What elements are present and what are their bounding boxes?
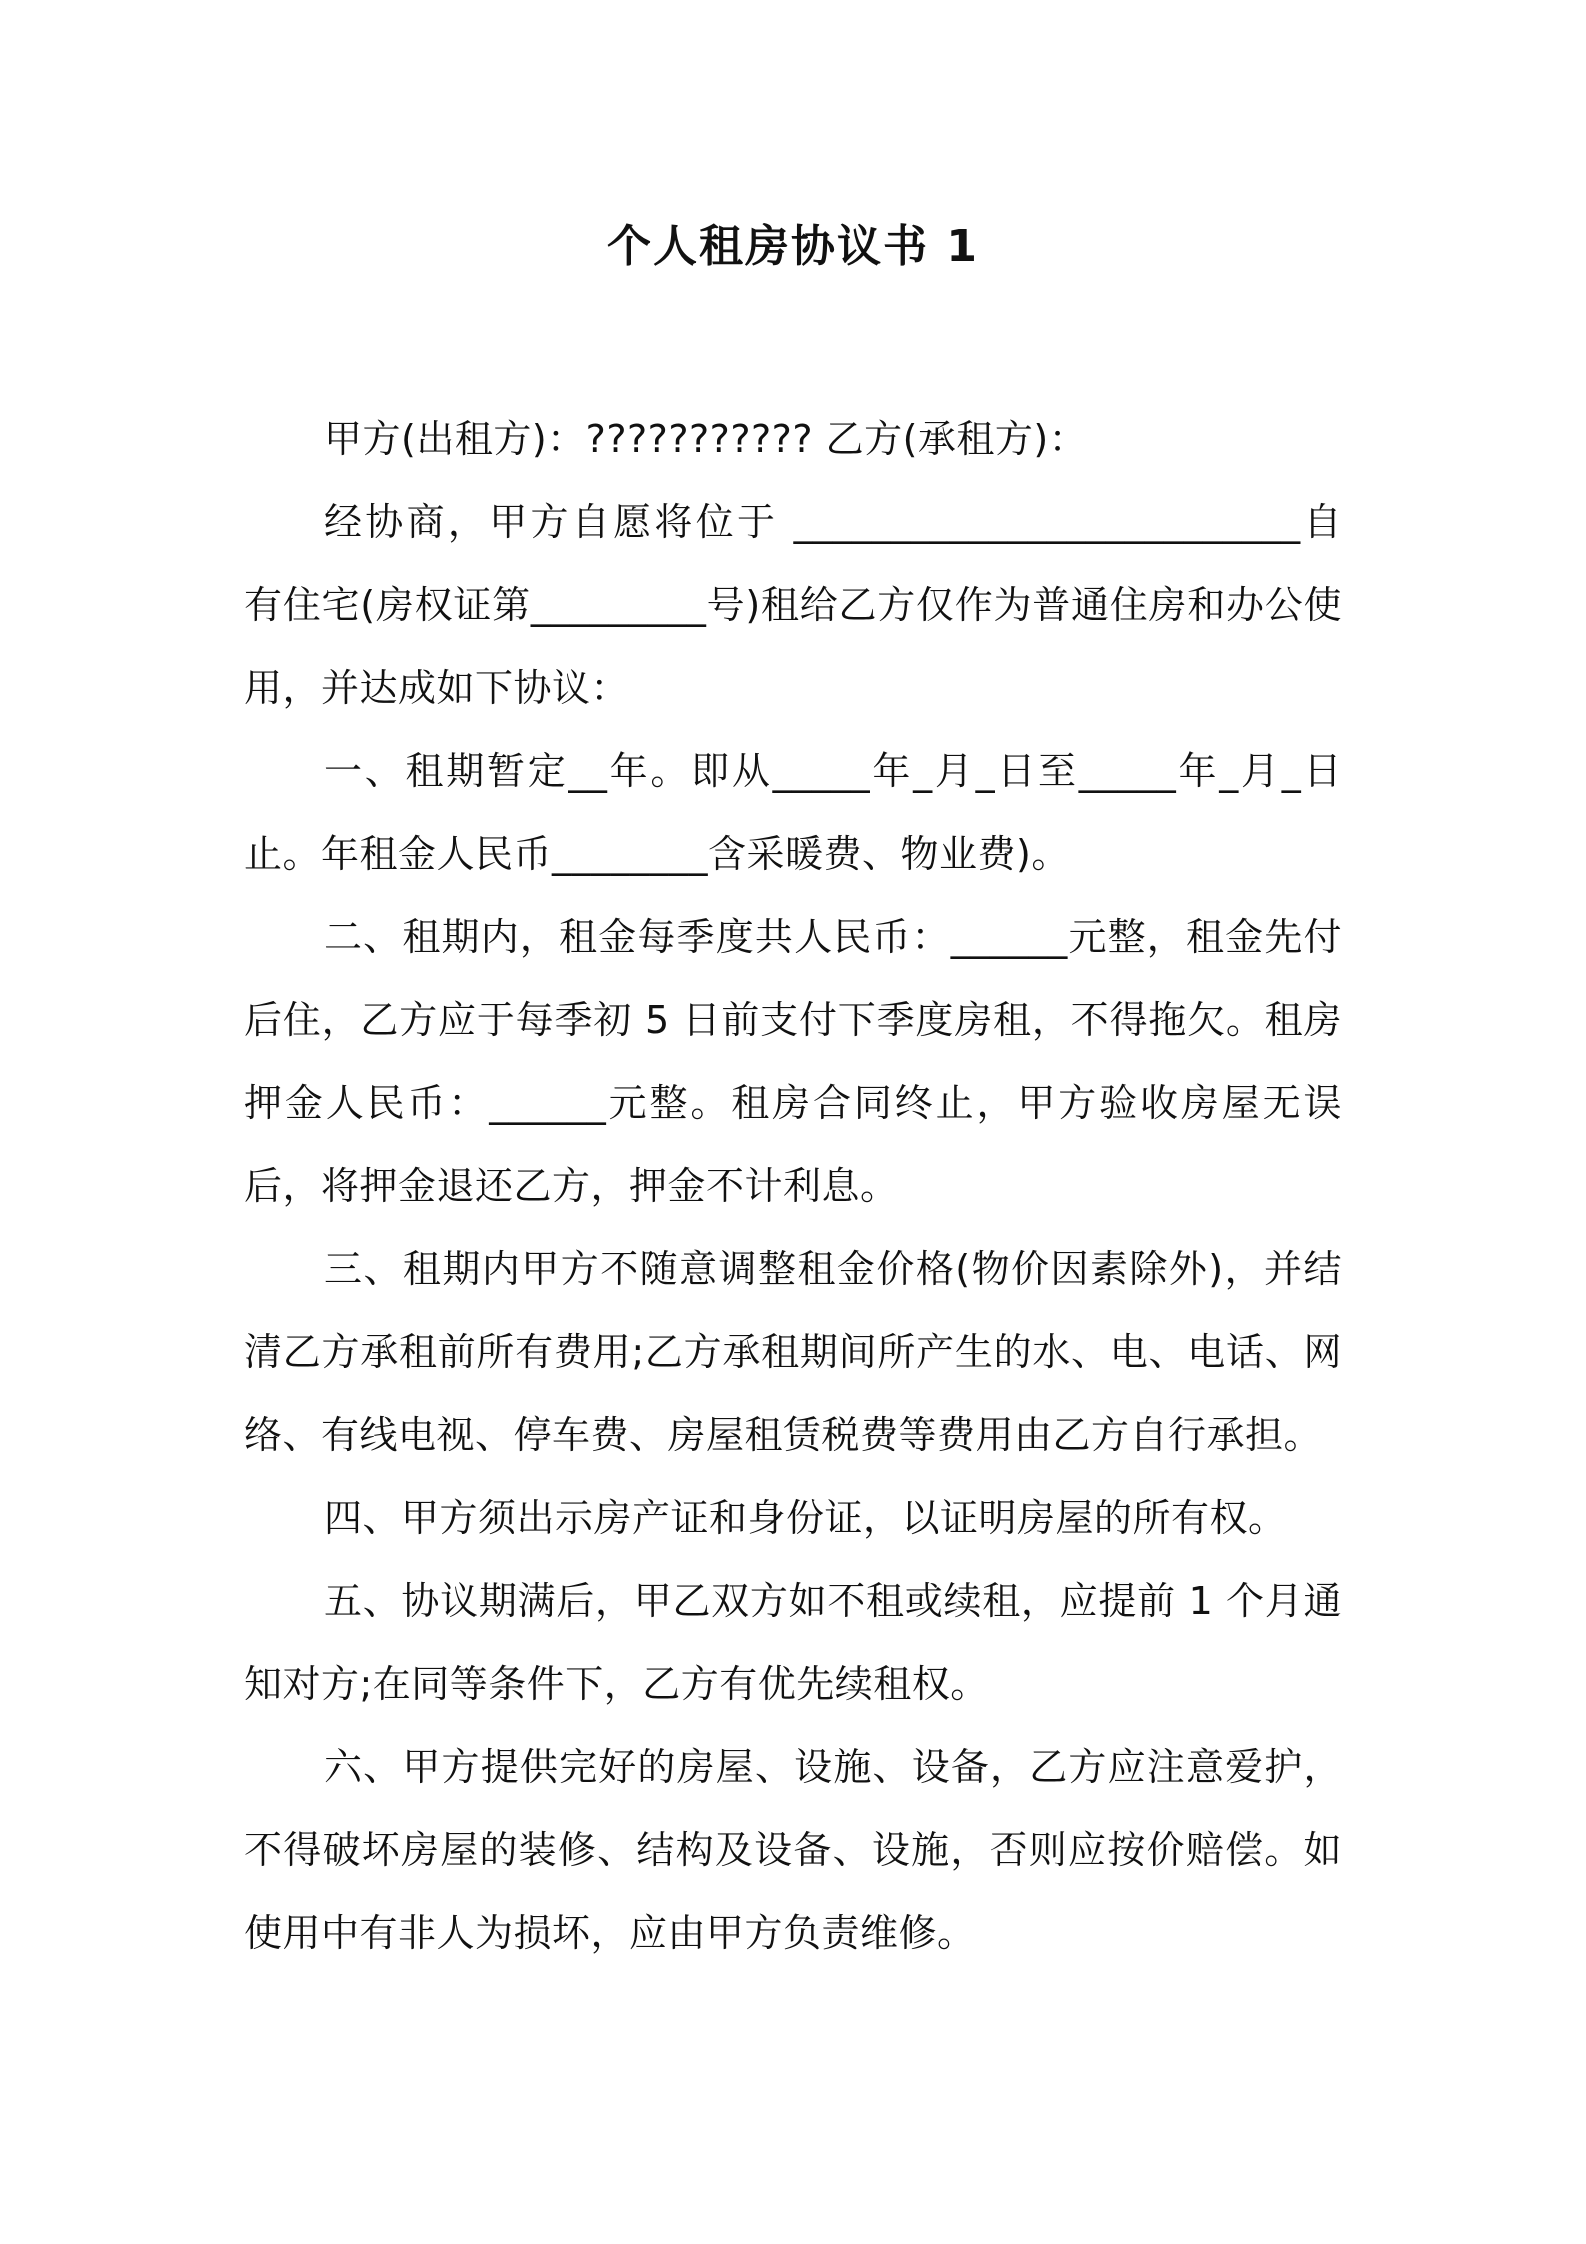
- document-body: [244, 398, 1342, 1975]
- paragraph-clause-5: 五、协议期满后，甲乙双方如不租或续租，应提前 1 个月通知对方;在同等条件下，乙方有优先续租权。: [244, 1579, 1342, 1706]
- paragraph-parties: 甲方(出租方)：??????????? 乙方(承租方)：: [324, 417, 1088, 461]
- paragraph-clause-6: 六、甲方提供完好的房屋、设施、设备，乙方应注意爱护，不得破坏房屋的装修、结构及设备、设施，否则应按价赔偿。如使用中有非人为损坏，应由甲方负责维修。: [244, 1745, 1342, 1955]
- paragraph-agreement-intro: 经协商，甲方自愿将位于 __________________________自有住宅(房权证第_________号)租给乙方仅作为普通住房和办公使用，并达成如下协议：: [244, 500, 1342, 710]
- paragraph-clause-1: 一、租期暂定__年。即从_____年_月_日至_____年_月_日止。年租金人民币________含采暖费、物业费)。: [244, 749, 1342, 876]
- paragraph-clause-2: 二、租期内，租金每季度共人民币：______元整，租金先付后住，乙方应于每季初 5 日前支付下季度房租，不得拖欠。租房押金人民币：______元整。租房合同终止，甲方验收房屋无误后，将押金退还乙方，押金不计利息。: [244, 915, 1342, 1208]
- document-title: 个人租房协议书 1: [607, 221, 979, 272]
- paragraph-clause-3: 三、租期内甲方不随意调整租金价格(物价因素除外)，并结清乙方承租前所有费用;乙方承租期间所产生的水、电、电话、网络、有线电视、停车费、房屋租赁税费等费用由乙方自行承担。: [244, 1247, 1342, 1457]
- paragraph-clause-4: 四、甲方须出示房产证和身份证，以证明房屋的所有权。: [324, 1496, 1287, 1540]
